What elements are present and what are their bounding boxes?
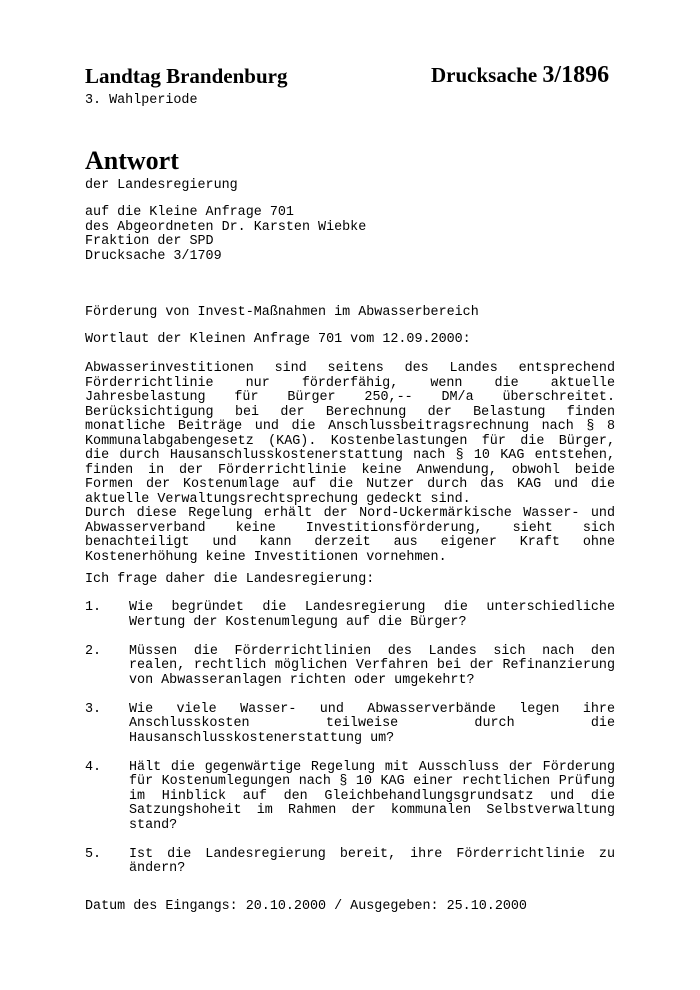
question-number: 1. [85,600,102,615]
question-list [85,601,615,877]
inquiry-line: Fraktion der SPD [85,234,214,249]
inquiry-line: des Abgeordneten Dr. Karsten Wiebke [85,219,367,235]
doc-label: Drucksache [431,63,538,87]
question-text: Wie begründet die Landesregierung die unterschiedliche Wertung der Kostenumlegung auf die Bürger? [129,600,615,630]
question-intro: Ich frage daher die Landesregierung: [85,572,375,587]
question-text: Hält die gegenwärtige Regelung mit Ausschluss der Förderung für Kostenumlegungen nach § 10 KAG einer rechtlichen Prüfung im Hinblick auf den Gleichbehandlungsgrundsatz und die Satzungshoheit im Rahmen der kommunalen Selbstverwaltung stand? [129,759,615,833]
page-subtitle: der Landesregierung [85,178,238,193]
inquiry-line: Drucksache 3/1709 [85,248,222,264]
doc-number: 3/1896 [542,62,610,88]
inquiry-reference [85,206,366,264]
body-paragraph: Durch diese Regelung erhält der Nord-Uckermärkische Wasser- und Abwasserverband keine Investitionsförderung, sieht sich benachteiligt und kann derzeit aus eigener Kraft ohne Kostenerhöhung keine Investitionen vornehmen. [85,506,615,565]
question-text: Wie viele Wasser- und Abwasserverbände legen ihre Anschlusskosten teilweise durch die Hausanschlusskostenerstattung um? [129,701,615,746]
inquiry-line: auf die Kleine Anfrage 701 [85,205,294,220]
question-text: Müssen die Förderrichtlinien des Landes sich nach den realen, rechtlich möglichen Verfahren bei der Refinanzierung von Abwasseranlagen richten oder umgekehrt? [129,643,615,688]
legislative-period: 3. Wahlperiode [85,93,198,108]
question-number: 3. [85,701,102,717]
inquiry-body [85,362,615,565]
question-item [85,761,615,834]
question-text: Ist die Landesregierung bereit, ihre Förderrichtlinie zu ändern? [129,846,615,876]
question-number: 2. [85,643,102,659]
institution-name: Landtag Brandenburg [85,64,288,88]
subject-line: Förderung von Invest-Maßnahmen im Abwasserbereich [85,305,479,320]
question-item [85,703,615,747]
question-number: 4. [85,759,102,775]
page-title: Antwort [85,146,179,175]
body-paragraph: Abwasserinvestitionen sind seitens des Landes entsprechend Förderrichtlinie nur förderfähig, wenn die aktuelle Jahresbelastung für Bürger 250,-- DM/a überschreitet. Berücksichtigung bei der Berechnung der Belastung finden monatliche Beiträge und die Anschlussbeitragsrechnung nach § 8 Kommunalabgabengesetz (KAG). Kostenbelastungen für die Bürger, die durch Hausanschlusskostenerstattung nach § 10 KAG entstehen, finden in der Förderrichtlinie keine Anwendung, obwohl beide Formen der Kostenumlage auf die Nutzer durch das KAG und die aktuelle Verwaltungsrechtsprechung gedeckt sind. [85,361,615,507]
question-number: 5. [85,846,102,862]
question-item [85,601,615,630]
wording-line: Wortlaut der Kleinen Anfrage 701 vom 12.09.2000: [85,332,471,347]
question-item [85,645,615,689]
date-footer: Datum des Eingangs: 20.10.2000 / Ausgegeben: 25.10.2000 [85,899,527,914]
question-item [85,848,615,877]
doc-number-heading [431,62,609,89]
